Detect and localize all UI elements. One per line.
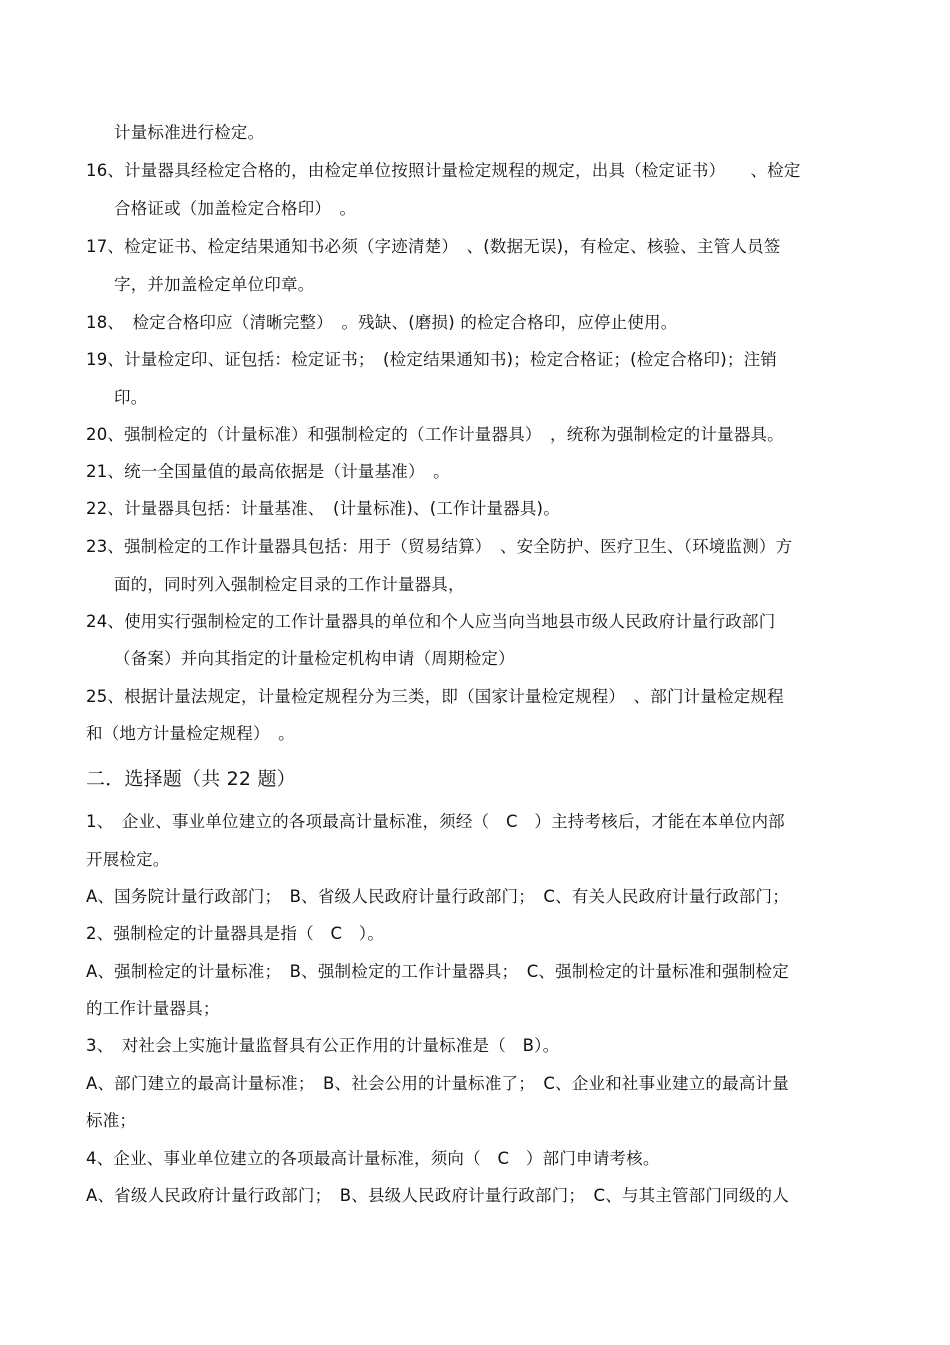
text-line: 24、使用实行强制检定的工作计量器具的单位和个人应当向当地县市级人民政府计量行政部门 bbox=[86, 612, 776, 631]
text-line: 4、企业、事业单位建立的各项最高计量标准，须向（ C ）部门申请考核。 bbox=[86, 1149, 660, 1168]
text-line: 17、检定证书、检定结果通知书必须（字迹清楚） 、(数据无误)，有检定、核验、主管人员签 bbox=[86, 237, 781, 256]
text-line: 21、统一全国量值的最高依据是（计量基准） 。 bbox=[86, 462, 450, 481]
text-line: 16、计量器具经检定合格的，由检定单位按照计量检定规程的规定，出具（检定证书） 、检定 bbox=[86, 161, 801, 180]
text-line: 字，并加盖检定单位印章。 bbox=[114, 275, 315, 294]
text-line: 开展检定。 bbox=[86, 850, 170, 869]
text-line: A、部门建立的最高计量标准； B、社会公用的计量标准了； C、企业和社事业建立的最高计量 bbox=[86, 1074, 789, 1093]
text-line: A、国务院计量行政部门； B、省级人民政府计量行政部门； C、有关人民政府计量行政部门； bbox=[86, 887, 789, 906]
text-line: 计量标准进行检定。 bbox=[114, 123, 265, 142]
text-line: 标准； bbox=[86, 1111, 137, 1130]
text-line: 22、计量器具包括：计量基准、 (计量标准)、(工作计量器具)。 bbox=[86, 499, 560, 518]
text-line: A、强制检定的计量标准； B、强制检定的工作计量器具； C、强制检定的计量标准和强制检定 bbox=[86, 962, 789, 981]
text-line: 印。 bbox=[114, 388, 148, 407]
text-line: 面的，同时列入强制检定目录的工作计量器具， bbox=[114, 575, 465, 594]
text-line: 2、强制检定的计量器具是指（ C ）。 bbox=[86, 924, 385, 943]
text-line: 19、计量检定印、证包括：检定证书； (检定结果通知书)；检定合格证；(检定合格印)；注销 bbox=[86, 350, 777, 369]
text-line: 18、 检定合格印应（清晰完整） 。残缺、(磨损) 的检定合格印，应停止使用。 bbox=[86, 313, 678, 332]
text-line: A、省级人民政府计量行政部门； B、县级人民政府计量行政部门； C、与其主管部门同级的人 bbox=[86, 1186, 789, 1205]
text-line: 3、 对社会上实施计量监督具有公正作用的计量标准是（ B）。 bbox=[86, 1036, 560, 1055]
text-line: 25、根据计量法规定，计量检定规程分为三类，即（国家计量检定规程） 、部门计量检定规程 bbox=[86, 687, 784, 706]
text-line: 23、强制检定的工作计量器具包括：用于（贸易结算） 、安全防护、医疗卫生、（环境监测）方 bbox=[86, 537, 793, 556]
section-heading: 二．选择题（共 22 题） bbox=[86, 768, 296, 790]
text-line: （备案）并向其指定的计量检定机构申请（周期检定） bbox=[114, 649, 515, 668]
text-line: 的工作计量器具； bbox=[86, 999, 220, 1018]
text-line: 合格证或（加盖检定合格印） 。 bbox=[114, 199, 357, 218]
text-line: 和（地方计量检定规程） 。 bbox=[86, 724, 295, 743]
text-line: 1、 企业、事业单位建立的各项最高计量标准，须经（ C ）主持考核后，才能在本单位内部 bbox=[86, 812, 785, 831]
text-line: 20、强制检定的（计量标准）和强制检定的（工作计量器具） ，统称为强制检定的计量器具。 bbox=[86, 425, 784, 444]
